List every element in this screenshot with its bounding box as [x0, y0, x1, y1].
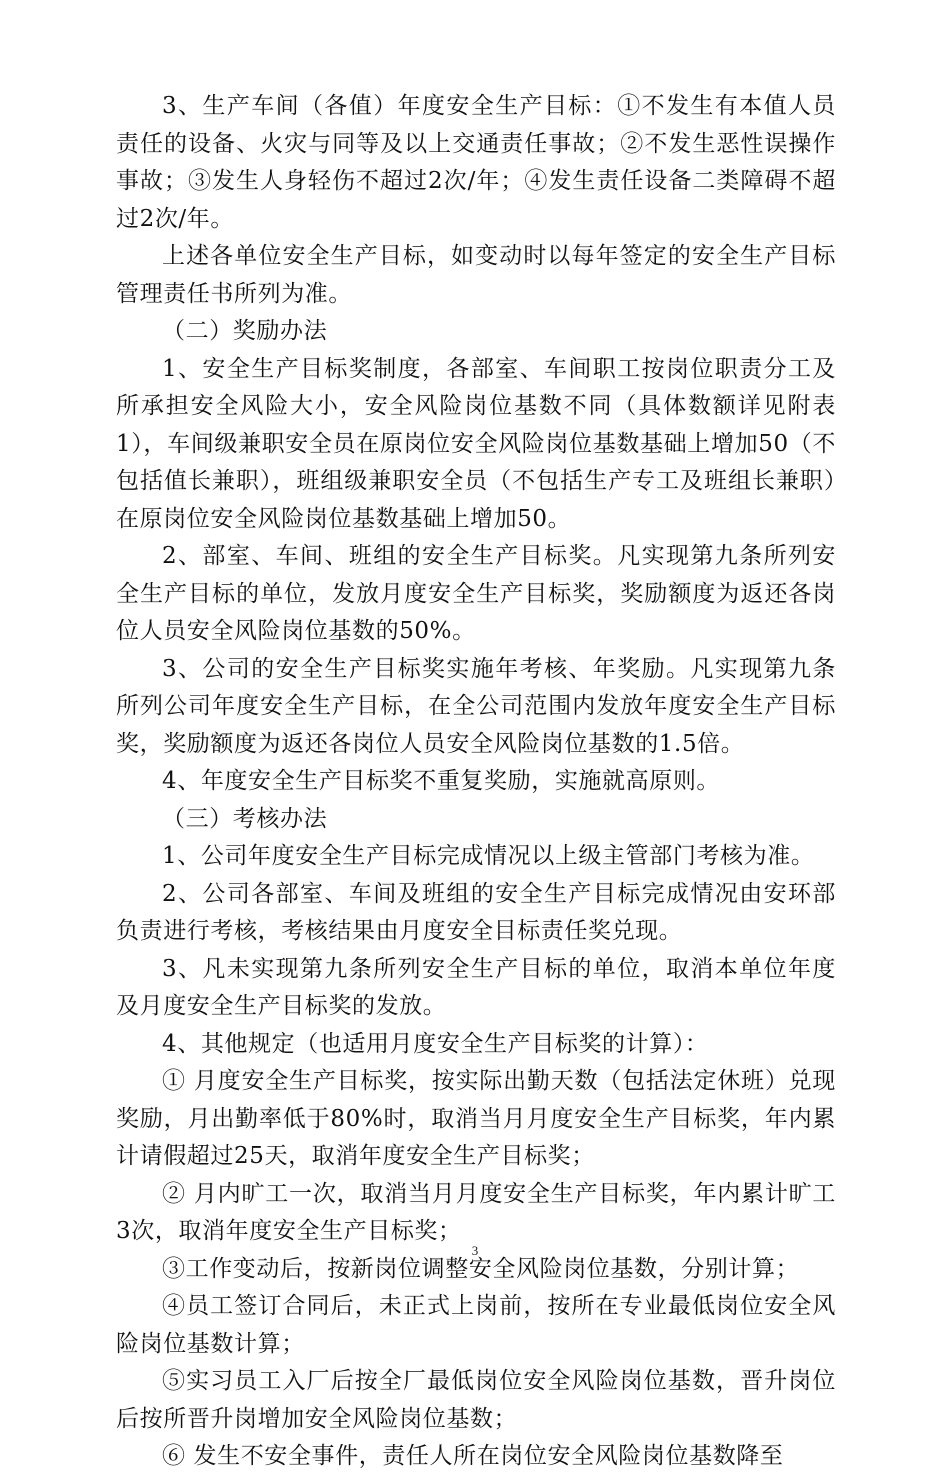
- paragraph-assessment-3: 3、凡未实现第九条所列安全生产目标的单位，取消本单位年度及月度安全生产目标奖的发放。: [116, 955, 836, 1019]
- paragraph-reward-1: 1、安全生产目标奖制度，各部室、车间职工按岗位职责分工及所承担安全风险大小，安全风险岗位基数不同（具体数额详见附表1），车间级兼职安全员在原岗位安全风险岗位基数基础上增加50（不包括值长兼职），班组级兼职安全员（不包括生产专工及班组长兼职）在原岗位安全风险岗位基数基础上增加50。: [116, 355, 836, 532]
- paragraph-rule-3: ③工作变动后，按新岗位调整安全风险岗位基数，分别计算；: [162, 1255, 800, 1282]
- paragraph-rule-6: ⑥ 发生不安全事件，责任人所在岗位安全风险岗位基数降至: [162, 1443, 784, 1469]
- paragraph-assessment-4: 4、其他规定（也适用月度安全生产目标奖的计算）：: [162, 1030, 709, 1057]
- page-number: 3: [471, 1243, 479, 1258]
- paragraph-assessment-2: 2、公司各部室、车间及班组的安全生产目标完成情况由安环部负责进行考核，考核结果由月度安全目标责任奖兑现。: [116, 880, 836, 944]
- paragraph-reward-2: 2、部室、车间、班组的安全生产目标奖。凡实现第九条所列安全生产目标的单位，发放月度安全生产目标奖，奖励额度为返还各岗位人员安全风险岗位基数的50%。: [116, 543, 836, 644]
- paragraph-workshop-targets: 3、生产车间（各值）年度安全生产目标：①不发生有本值人员责任的设备、火灾与同等及以上交通责任事故；②不发生恶性误操作事故；③发生人身轻伤不超过2次/年；④发生责任设备二类障碍不超过2次/年。: [116, 93, 836, 232]
- paragraph-rule-2: ② 月内旷工一次，取消当月月度安全生产目标奖，年内累计旷工3次，取消年度安全生产目标奖；: [116, 1180, 836, 1244]
- section-heading-rewards: （二）奖励办法: [162, 318, 328, 344]
- paragraph-rule-1: ① 月度安全生产目标奖，按实际出勤天数（包括法定休班）兑现奖励，月出勤率低于80%时，取消当月月度安全生产目标奖，年内累计请假超过25天，取消年度安全生产目标奖；: [116, 1068, 836, 1169]
- paragraph-targets-note: 上述各单位安全生产目标，如变动时以每年签定的安全生产目标管理责任书所列为准。: [116, 243, 836, 307]
- section-heading-assessment: （三）考核办法: [162, 805, 328, 832]
- paragraph-rule-4: ④员工签订合同后，未正式上岗前，按所在专业最低岗位安全风险岗位基数计算；: [116, 1293, 836, 1357]
- paragraph-reward-3: 3、公司的安全生产目标奖实施年考核、年奖励。凡实现第九条所列公司年度安全生产目标，在全公司范围内发放年度安全生产目标奖，奖励额度为返还各岗位人员安全风险岗位基数的1.5倍。: [116, 655, 836, 757]
- document-body: [116, 88, 836, 1476]
- paragraph-rule-5: ⑤实习员工入厂后按全厂最低岗位安全风险岗位基数，晋升岗位后按所晋升岗增加安全风险岗位基数；: [116, 1368, 836, 1432]
- paragraph-assessment-1: 1、公司年度安全生产目标完成情况以上级主管部门考核为准。: [162, 843, 815, 869]
- paragraph-reward-4: 4、年度安全生产目标奖不重复奖励，实施就高原则。: [162, 768, 721, 794]
